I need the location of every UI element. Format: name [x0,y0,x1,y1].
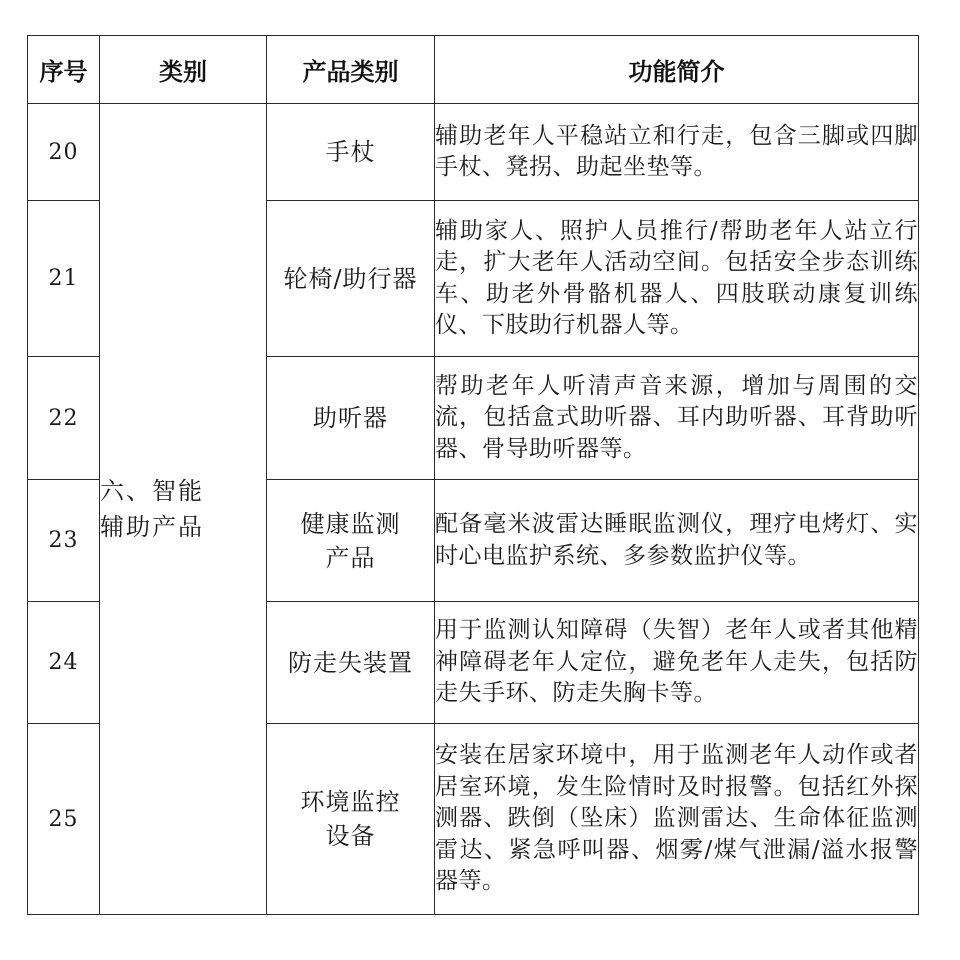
row-description: 配备毫米波雷达睡眠监测仪，理疗电烤灯、实时心电监护系统、多参数监护仪等。 [435,480,919,602]
product-table [27,35,919,915]
row-seq: 21 [28,201,100,357]
row-product [267,201,435,357]
row-product [267,602,435,724]
category-cell [100,104,267,915]
row-product [267,357,435,480]
row-product [267,104,435,201]
row-description: 安装在居家环境中，用于监测老年人动作或者居室环境，发生险情时及时报警。包括红外探测器、跌倒（坠床）监测雷达、生命体征监测雷达、紧急呼叫器、烟雾/煤气泄漏/溢水报警器等。 [435,724,919,915]
row-seq: 23 [28,480,100,602]
row-seq: 22 [28,357,100,480]
product-line: 环境监控 [300,788,401,816]
category-line-1: 六、智能 [100,477,204,505]
row-description: 帮助老年人听清声音来源，增加与周围的交流，包括盒式助听器、耳内助听器、耳背助听器、骨导助听器等。 [435,357,919,480]
header-category: 类别 [100,36,267,104]
product-line: 轮椅/助行器 [283,264,418,293]
product-line: 产品 [325,543,376,572]
header-description: 功能简介 [435,36,919,104]
table-row [28,104,919,201]
row-product [267,480,435,602]
row-product [267,724,435,915]
row-description: 用于监测认知障碍（失智）老年人或者其他精神障碍老年人定位，避免老年人走失，包括防走失手环、防走失胸卡等。 [435,602,919,724]
product-line: 助听器 [313,404,388,432]
product-line: 防走失装置 [288,648,413,677]
category-line-2: 辅助产品 [100,513,204,541]
row-description: 辅助家人、照护人员推行/帮助老年人站立行走，扩大老年人活动空间。包括安全步态训练车、助老外骨骼机器人、四肢联动康复训练仪、下肢助行机器人等。 [435,201,919,357]
row-seq: 25 [28,724,100,915]
product-line: 手杖 [325,138,376,166]
product-line: 健康监测 [300,509,401,538]
header-seq: 序号 [28,36,100,104]
row-seq: 24 [28,602,100,724]
table-header-row [28,36,919,104]
row-description: 辅助老年人平稳站立和行走，包含三脚或四脚手杖、凳拐、助起坐垫等。 [435,104,919,201]
header-product: 产品类别 [267,36,435,104]
row-seq: 20 [28,104,100,201]
product-line: 设备 [325,822,376,850]
